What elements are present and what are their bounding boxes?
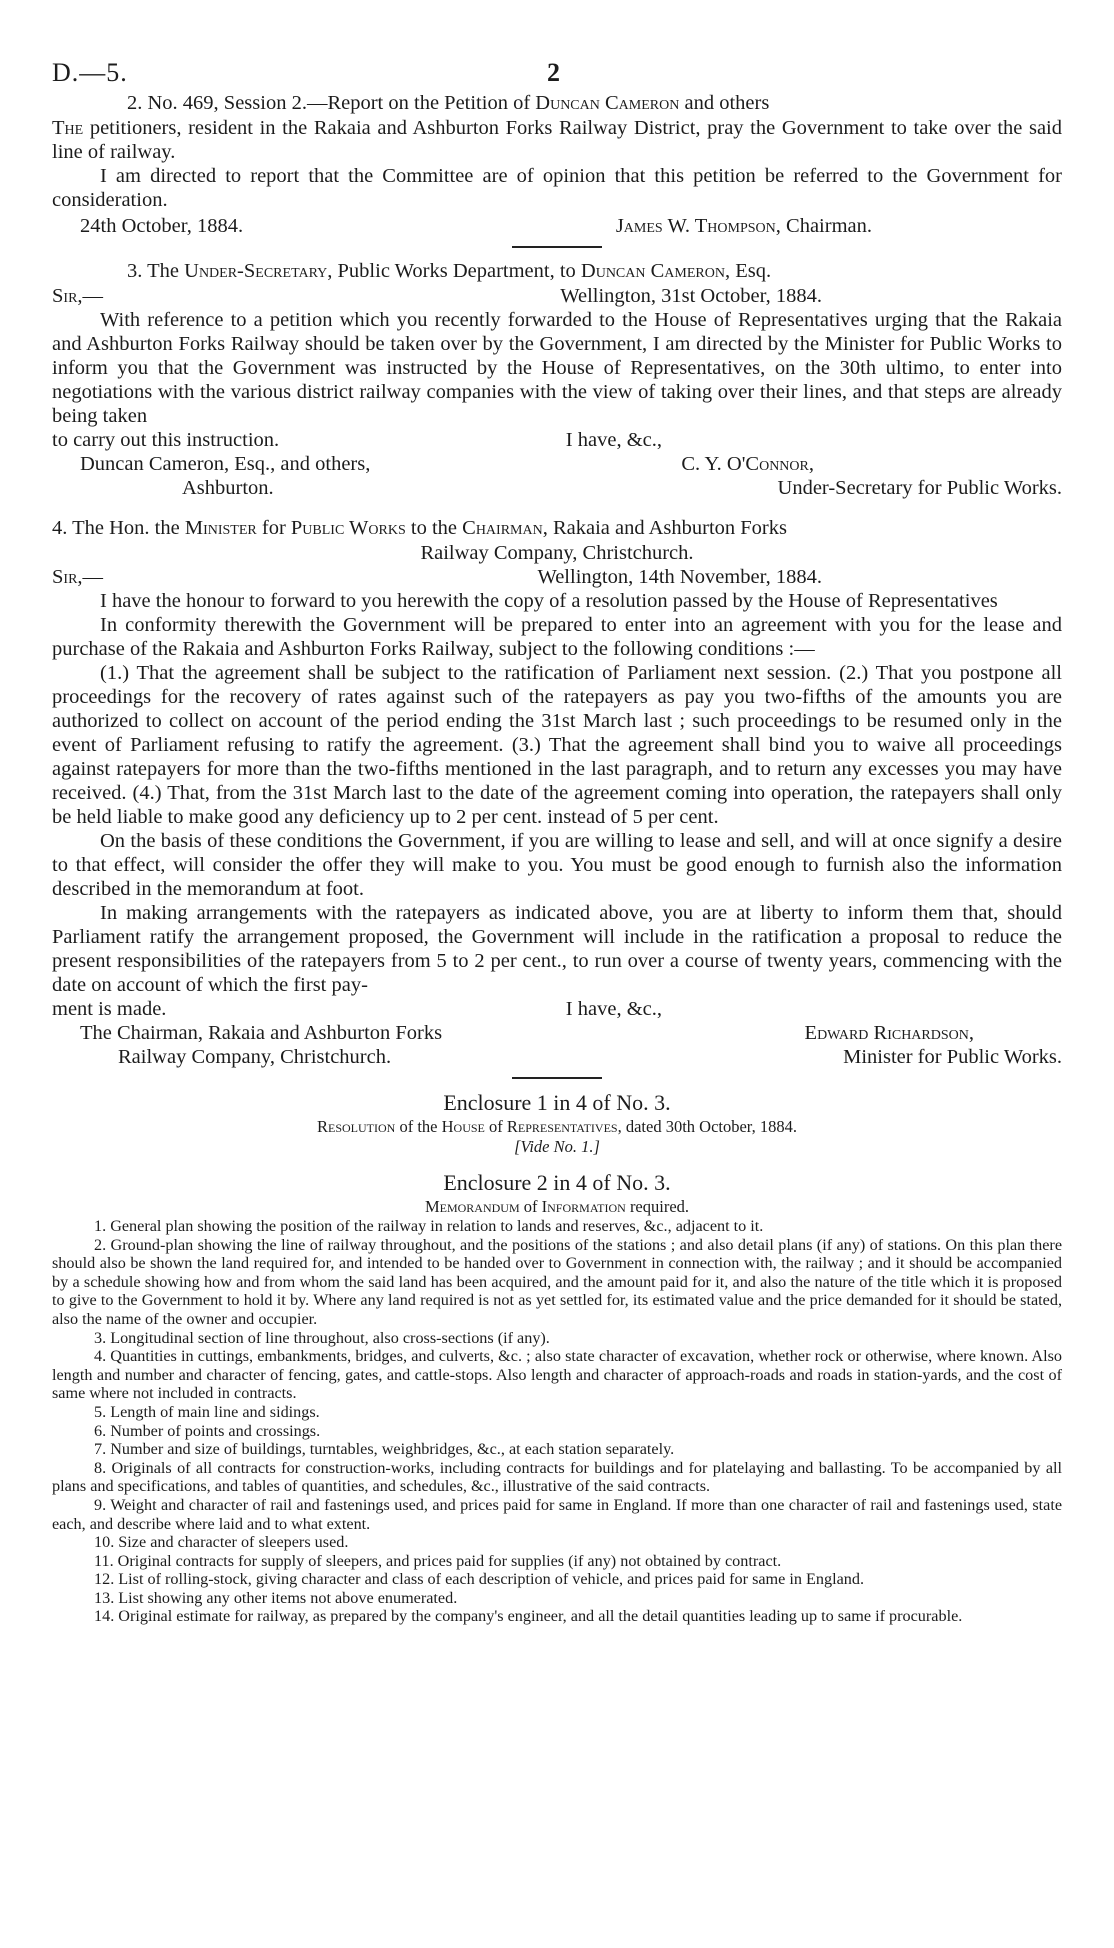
sender-office: Minister: [184, 517, 257, 539]
letter-body: With reference to a petition which you recently forwarded to the House of Representatives urging that the Rakaia and Ashburton Forks Railway should be taken over by the Government, I am directed by the Minister for Public Works to inform you that the Government was instructed by the House of Representatives, on the 30th ultimo, to enter into negotiations with the various district railway companies with the view of taking over their lines, and that steps are already being taken: [52, 309, 1062, 427]
signatory-name: James W. Thompson: [615, 215, 776, 237]
addressee: Duncan Cameron, Esq., and others,: [80, 453, 371, 475]
memorandum-item: 3. Longitudinal section of line throughout, also cross-sections (if any).: [94, 1328, 550, 1347]
addressee: The Chairman, Rakaia and Ashburton Forks: [80, 1022, 443, 1044]
punctuation: ,: [808, 453, 814, 475]
item-2-section: [52, 90, 1062, 238]
subtitle-text: House: [441, 1117, 485, 1136]
sender-office: Public Works: [290, 517, 406, 539]
sender-name: [681, 452, 814, 476]
salutation: Sir,—: [52, 566, 104, 588]
report-date: 24th October, 1884.: [80, 215, 244, 237]
heading-text: for: [261, 517, 286, 539]
sender-title: Under-Secretary for Public Works.: [777, 477, 1062, 499]
sender-name: [805, 1021, 974, 1045]
memorandum-item: 13. List showing any other items not above enumerated.: [94, 1588, 458, 1607]
signature-row: [52, 1021, 1062, 1045]
recipient-office: Chairman: [462, 517, 543, 539]
chairman-signature: [616, 214, 872, 238]
sender-name-text: C. Y. O'Connor: [681, 453, 809, 475]
subtitle-text: Resolution: [316, 1117, 396, 1136]
sender-title: Minister for Public Works.: [843, 1046, 1062, 1068]
vide-reference: [Vide No. 1.]: [514, 1137, 600, 1156]
heading-text: , Public Works Department, to: [327, 260, 576, 282]
conditions-paragraph: (1.) That the agreement shall be subject to the ratification of Parliament next session. (2.) That you postpone all proceedings for the recovery of rates against such of the ratepayers as pay you two-fifths of the amounts you are authorized to collect on account of the period ending the 31st March last ; such proceedings to be resumed only in the event of Parliament refusing to ratify the agreement. (3.) That the agreement shall bind you to waive all proceedings against ratepayers for more than the two-fifths mentioned in the last paragraph, and to return any excesses you may have received. (4.) That, from the 31st March last to the date of the agreement coming into operation, the ratepayers shall only be held liable to make good any deficiency up to 2 per cent. instead of 5 per cent.: [52, 662, 1062, 828]
signature-row: [52, 1045, 1062, 1069]
memorandum-item: 6. Number of points and crossings.: [94, 1421, 321, 1440]
closing-formula: I have, &c.,: [565, 998, 662, 1020]
closing-text: to carry out this instruction.: [52, 429, 280, 451]
item-3-heading: [52, 258, 1062, 284]
closing-row: [52, 428, 1062, 452]
item-2-paragraph: I am directed to report that the Committee are of opinion that this petition be referred to the Government for consideration.: [52, 165, 1062, 211]
subtitle-text: Representatives: [506, 1117, 618, 1136]
enclosure-2-title: Enclosure 2 in 4 of No. 3.: [443, 1170, 671, 1195]
heading-text: , Esq.: [724, 260, 772, 282]
memorandum-item: 10. Size and character of sleepers used.: [94, 1533, 349, 1552]
memorandum-item: 11. Original contracts for supply of sleepers, and prices paid for supplies (if any) not obtained by contract.: [94, 1551, 782, 1570]
heading-text: 3. The: [127, 260, 180, 282]
document-page: [52, 40, 1062, 1626]
closing-formula: I have, &c.,: [565, 429, 662, 451]
item-2-heading: [52, 90, 1062, 116]
memorandum-item: 7. Number and size of buildings, turntables, weighbridges, &c., at each station separately.: [94, 1440, 675, 1459]
closing-row: [52, 997, 1062, 1021]
subtitle-text: required.: [629, 1197, 690, 1216]
petitioner-name: Duncan Cameron: [535, 92, 680, 114]
paragraph-text: petitioners, resident in the Rakaia and Ashburton Forks Railway District, pray the Government to take over the said line of railway.: [52, 117, 1063, 163]
enclosure-2-subtitle: [52, 1197, 1062, 1217]
closing-text: ment is made.: [52, 998, 167, 1020]
memorandum-item: 4. Quantities in cuttings, embankments, bridges, and culverts, &c. ; also state character of excavation, whether rock or otherwise, where known. Also length and number and character of fencing, gates, and cattle-stops. Also length and character of approach-roads and roads in station-yards, and the cost of same where not included in contracts.: [52, 1347, 1062, 1403]
memorandum-item: 12. List of rolling-stock, giving character and class of each description of vehicle, and prices paid for same in England.: [94, 1570, 865, 1589]
item-2-signature-row: [52, 214, 1062, 238]
enclosure-1-subtitle: [52, 1117, 1062, 1137]
salutation-row: [52, 565, 1062, 589]
sender-name-text: Edward Richardson: [804, 1022, 969, 1044]
memorandum-item: 2. Ground-plan showing the line of railway throughout, and the positions of the stations ; and also detail plans (if any) of stations. On this plan there should also be shown the land required for, and intended to be handed over to Government in connection with, the railway ; and it should be accompanied by a schedule showing how and from whom the said land has been acquired, and the amount paid for it, and also the nature of the title which it is proposed to give to the Government to hold it by. Where any land required is not as yet settled for, its estimated value and the price demanded for it should be stated, also the name of the owner and occupier.: [52, 1235, 1062, 1328]
enclosure-2: [52, 1169, 1062, 1626]
item-2-paragraph: [52, 116, 1062, 164]
memorandum-item: 9. Weight and character of rail and fastenings used, and prices paid for same in England. If more than one character of rail and fastenings used, state each, and describe where laid and to what extent.: [52, 1495, 1062, 1533]
place-date: Wellington, 14th November, 1884.: [537, 566, 822, 588]
place-date: Wellington, 31st October, 1884.: [560, 285, 822, 307]
subtitle-text: of the: [399, 1117, 438, 1136]
heading-text: 4. The Hon. the: [52, 517, 180, 539]
signature-row: [52, 452, 1062, 476]
memorandum-item: 8. Originals of all contracts for construction-works, including contracts for buildings and for platelaying and ballasting. To be accompanied by all plans and specifications, and tables of quantities, and schedules, &c., illustrative of the said contracts.: [52, 1458, 1062, 1496]
salutation-row: [52, 284, 1062, 308]
section-divider: [512, 1077, 602, 1079]
punctuation: ,: [968, 1022, 974, 1044]
heading-text: , Rakaia and Ashburton Forks: [542, 517, 787, 539]
subtitle-text: of: [489, 1117, 503, 1136]
page-header: [52, 40, 1062, 90]
recipient-name: Duncan Cameron: [580, 260, 725, 282]
heading-text: 2. No. 469, Session 2.—Report on the Petition of: [127, 92, 531, 114]
document-reference: D.—5.: [52, 58, 128, 87]
heading-text: and others: [684, 92, 770, 114]
sender-office: Under-Secretary: [184, 260, 328, 282]
letter-paragraph: On the basis of these conditions the Government, if you are willing to lease and sell, and will at once signify a desire to that effect, will consider the offer they will make to you. You must be good enough to furnish also the information described in the memorandum at foot.: [52, 830, 1062, 900]
subtitle-text: of: [523, 1197, 538, 1216]
memorandum-list: [52, 1217, 1062, 1626]
page-number: 2: [547, 58, 560, 87]
signatory-title: , Chairman.: [775, 215, 872, 237]
section-divider: [512, 246, 602, 248]
salutation: Sir,—: [52, 285, 104, 307]
enclosure-1: [52, 1089, 1062, 1157]
signature-row: [52, 476, 1062, 500]
enclosure-1-title: Enclosure 1 in 4 of No. 3.: [443, 1090, 671, 1115]
item-3-section: [52, 258, 1062, 500]
letter-paragraph: In conformity therewith the Government will be prepared to enter into an agreement with you for the lease and purchase of the Rakaia and Ashburton Forks Railway, subject to the following conditions :—: [52, 614, 1062, 660]
memorandum-item: 5. Length of main line and sidings.: [94, 1402, 320, 1421]
letter-paragraph: In making arrangements with the ratepayers as indicated above, you are at liberty to inform them that, should Parliament ratify the arrangement proposed, the Government will include in the ratification a proposal to reduce the present responsibilities of the ratepayers from 5 to 2 per cent., to run over a course of twenty years, commencing with the date on account of which the first pay-: [52, 902, 1062, 996]
lead-word: The: [52, 117, 84, 139]
memorandum-item: 14. Original estimate for railway, as prepared by the company's engineer, and all the detail quantities leading up to same if procurable.: [94, 1607, 963, 1626]
item-4-heading-line2: Railway Company, Christchurch.: [420, 542, 694, 564]
subtitle-text: Memorandum: [424, 1197, 520, 1216]
item-4-heading: [52, 516, 1062, 541]
item-4-section: [52, 516, 1062, 1069]
memorandum-item: 1. General plan showing the position of the railway in relation to lands and reserves, &c., adjacent to it.: [94, 1217, 764, 1235]
subtitle-text: Information: [541, 1197, 626, 1216]
addressee-place: Railway Company, Christchurch.: [118, 1046, 392, 1068]
heading-text: to the: [410, 517, 458, 539]
subtitle-text: , dated 30th October, 1884.: [617, 1117, 798, 1136]
addressee-place: Ashburton.: [182, 477, 274, 499]
letter-paragraph: I have the honour to forward to you herewith the copy of a resolution passed by the House of Representatives: [100, 590, 998, 612]
